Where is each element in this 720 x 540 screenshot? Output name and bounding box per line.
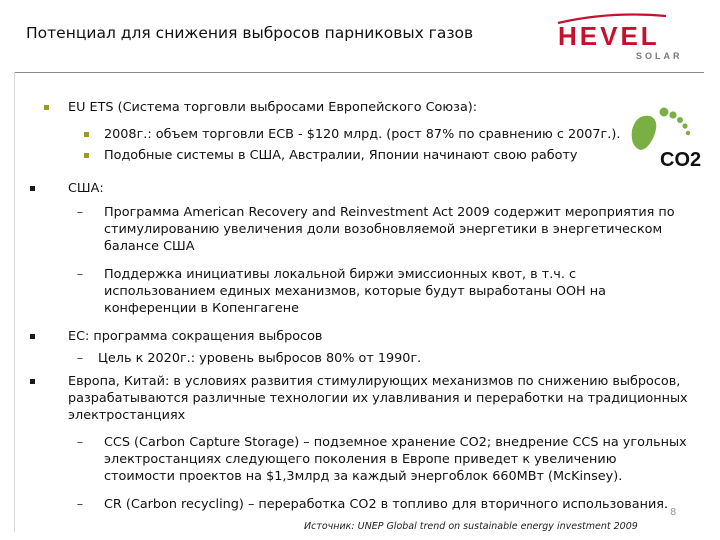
- bullet-marker: [30, 379, 35, 384]
- co2-footprint-badge: [620, 104, 704, 176]
- usa-arra-line1: Программа American Recovery and Reinvestment Act 2009 содержит мероприятия по: [104, 205, 675, 220]
- logo-brand-text: HEVEL: [558, 21, 660, 51]
- eu-item-systems: Подобные системы в США, Австралии, Японии начинают свою работу: [104, 148, 578, 163]
- usa-exchange-line1: Поддержка инициативы локальной биржи эмиссионных квот, в т.ч. с: [104, 267, 577, 282]
- ccs-line2: электростанциях следующего поколения в Европе приведет к увеличению: [104, 452, 617, 467]
- header-divider: [14, 72, 704, 73]
- dash-marker: –: [76, 435, 84, 450]
- ccs-line3: стоимости проектов на $1,3млрд за каждый энергоблок 660МВт (McKinsey).: [104, 469, 623, 484]
- bullet-marker: [30, 334, 35, 339]
- usa-exchange-line2: использованием единых механизмов, которые будут выработаны ООН на: [104, 284, 606, 299]
- logo-subtitle-text: SOLAR: [636, 51, 683, 61]
- usa-arra-line2: стимулированию увеличения доли возобновляемой энергетики в энергетическом: [104, 222, 663, 237]
- dash-marker: –: [76, 267, 84, 282]
- usa-exchange-line3: конференции в Копенгагене: [104, 301, 300, 316]
- dash-marker: –: [76, 205, 84, 220]
- bullet-marker: [30, 186, 35, 191]
- source-note: Источник: UNEP Global trend on sustainable energy investment 2009: [304, 521, 638, 532]
- ccs-line1: CCS (Carbon Capture Storage) – подземное хранение CO2; внедрение CCS на угольных: [104, 435, 687, 450]
- cr-line1: CR (Carbon recycling) – переработка CO2 в топливо для вторичного использования.: [104, 497, 669, 512]
- dash-marker: –: [76, 351, 84, 366]
- dash-marker: –: [76, 497, 84, 512]
- co2-text: CO2: [660, 149, 702, 171]
- ec-target-text: Цель к 2020г.: уровень выбросов 80% от 1990г.: [98, 351, 422, 366]
- ec-heading: ЕС: программа сокращения выбросов: [68, 329, 323, 344]
- bullet-marker: [84, 153, 89, 158]
- slide-title: Потенциал для снижения выбросов парниковых газов: [26, 24, 474, 42]
- usa-heading: США:: [68, 181, 104, 196]
- hevel-solar-logo: [540, 10, 710, 65]
- europe-china-line2: разрабатываются различные технологии их улавливания и переработки на традиционных: [68, 391, 688, 406]
- eu-heading: EU ETS (Система торговли выбросами Европейского Союза):: [68, 100, 478, 115]
- bullet-marker: [44, 105, 49, 110]
- left-divider: [14, 72, 15, 532]
- bullet-marker: [84, 132, 89, 137]
- page-number: 8: [670, 507, 677, 518]
- usa-arra-line3: балансе США: [104, 239, 195, 254]
- europe-china-line3: электростанциях: [68, 408, 186, 423]
- eu-item-volume: 2008г.: объем торговли ЕСВ - $120 млрд. (рост 87% по сравнению с 2007г.).: [104, 127, 621, 142]
- europe-china-line1: Европа, Китай: в условиях развития стимулирующих механизмов по снижению выбросов,: [68, 374, 681, 389]
- footprint-icon: [632, 108, 691, 151]
